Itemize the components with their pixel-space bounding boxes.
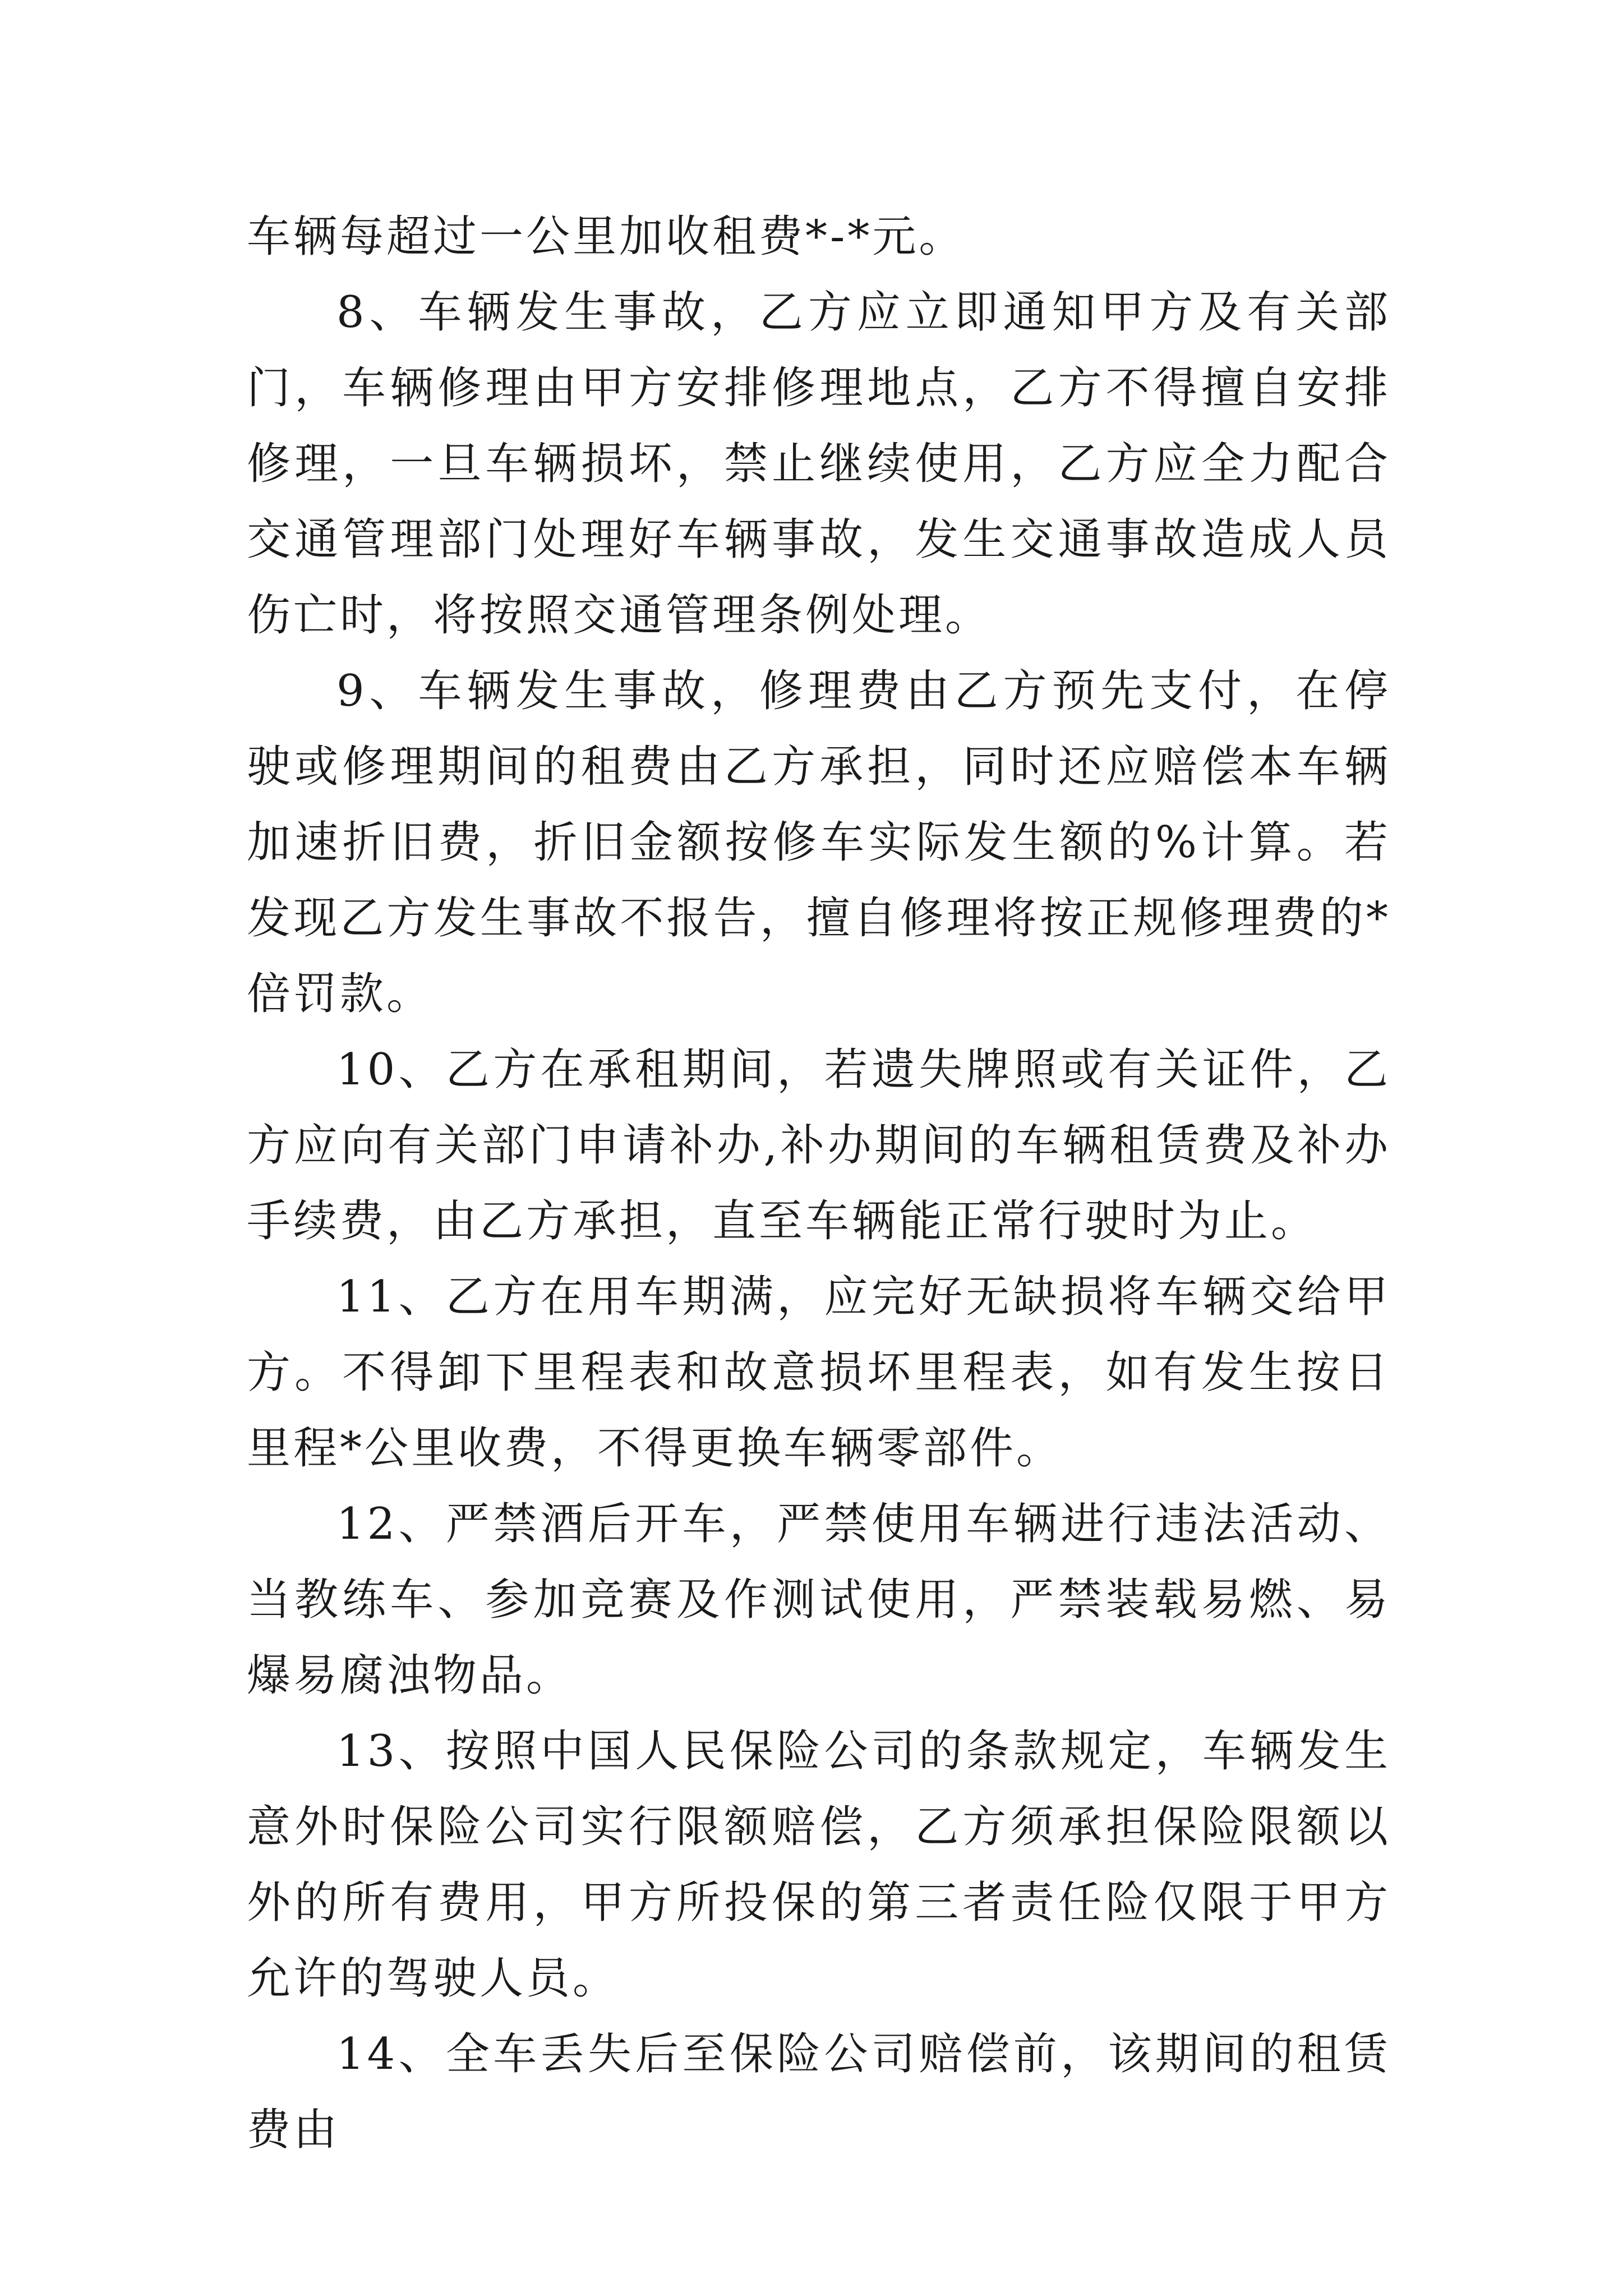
- clause-12: 12、严禁酒后开车，严禁使用车辆进行违法活动、当教练车、参加竞赛及作测试使用，严禁装载易燃、易爆易腐浊物品。: [247, 1499, 1391, 1701]
- clause-10: 10、乙方在承租期间，若遗失牌照或有关证件，乙方应向有关部门申请补办,补办期间的车辆租赁费及补办手续费，由乙方承担，直至车辆能正常行驶时为止。: [247, 1045, 1391, 1246]
- clause-8: 8、车辆发生事故，乙方应立即通知甲方及有关部门，车辆修理由甲方安排修理地点，乙方不得擅自安排修理，一旦车辆损坏，禁止继续使用，乙方应全力配合交通管理部门处理好车辆事故，发生交通事故造成人员伤亡时，将按照交通管理条例处理。: [247, 287, 1391, 641]
- paragraph-continuation: 车辆每超过一公里加收租费*-*元。: [247, 211, 966, 262]
- clause-11: 11、乙方在用车期满，应完好无缺损将车辆交给甲方。不得卸下里程表和故意损坏里程表，如有发生按日里程*公里收费，不得更换车辆零部件。: [247, 1272, 1391, 1474]
- clause-9: 9、车辆发生事故，修理费由乙方预先支付，在停驶或修理期间的租费由乙方承担，同时还应赔偿本车辆加速折旧费，折旧金额按修车实际发生额的%计算。若发现乙方发生事故不报告，擅自修理将按正规修理费的*倍罚款。: [247, 666, 1391, 1019]
- document-body: [247, 199, 1391, 2168]
- clause-13: 13、按照中国人民保险公司的条款规定，车辆发生意外时保险公司实行限额赔偿，乙方须承担保险限额以外的所有费用，甲方所投保的第三者责任险仅限于甲方允许的驾驶人员。: [247, 1726, 1391, 2004]
- clause-14: 14、全车丢失后至保险公司赔偿前，该期间的租赁费由: [247, 2029, 1391, 2155]
